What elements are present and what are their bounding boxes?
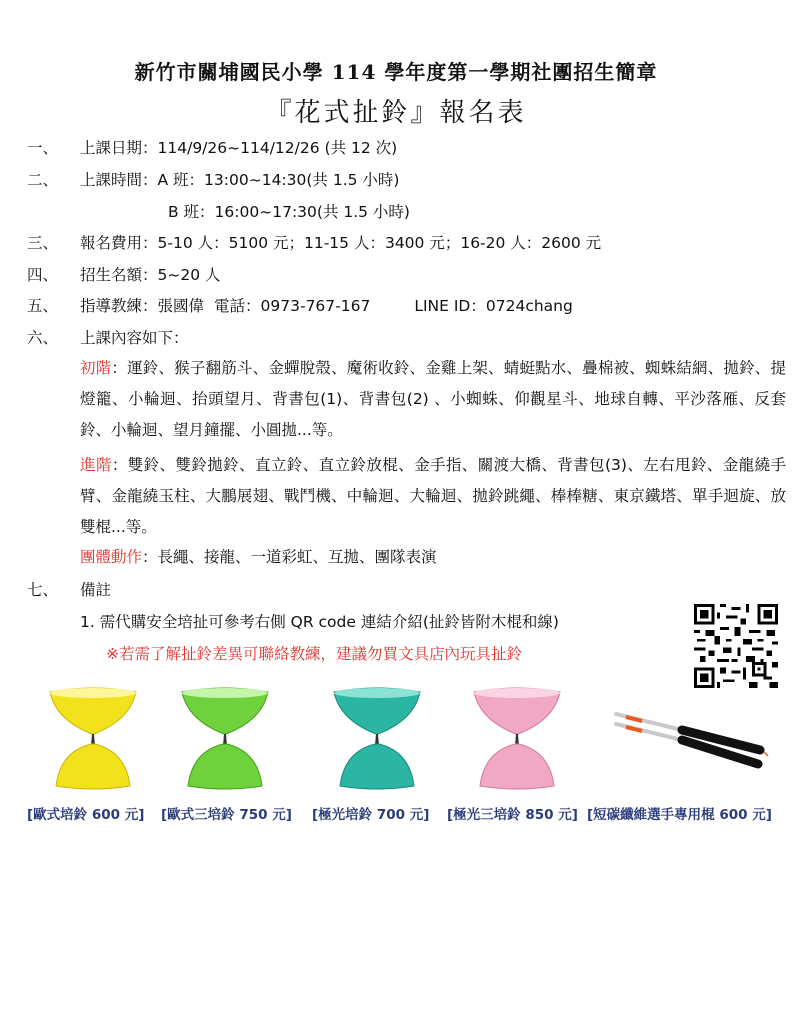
class-dates — [80, 138, 397, 158]
item-number-5: 五、 — [27, 297, 59, 315]
euro-bearing-diabolo-image — [38, 686, 148, 790]
advanced-level — [80, 450, 786, 543]
group-level — [80, 542, 786, 573]
coach-label: 指導教練： — [80, 297, 158, 315]
form-title: 『花式扯鈴』報名表 — [265, 98, 527, 128]
advanced-text: ：雙鈴、雙鈴拋鈴、直立鈴、直立鈴放棍、金手指、關渡大橋、背書包(3)、左右甩鈴、金龍繞手臂、金龍繞玉柱、大鵬展翅、戰鬥機、中輪迴、大輪迴、拋鈴跳繩、棒棒糖、東京鐵塔、單手迴旋、放雙棍...等。 — [80, 456, 786, 536]
course-content-label: 上課內容如下： — [80, 329, 189, 347]
product-caption-euro-triple: [歐式三培鈴 750 元] — [161, 807, 292, 823]
fees-label: 報名費用： — [80, 234, 158, 252]
beginner-label: 初階 — [80, 359, 112, 377]
item-number-3: 三、 — [27, 234, 59, 252]
group-label: 團體動作 — [80, 548, 143, 566]
item-number-7: 七、 — [27, 581, 59, 599]
product-caption-aurora-triple: [極光三培鈴 850 元] — [447, 807, 578, 823]
fees — [80, 233, 601, 253]
note-1: 1. 需代購安全培扯可參考右側 QR code 連結介紹(扯鈴皆附木棍和線) — [80, 613, 559, 631]
coach-info — [80, 296, 573, 316]
qr-code[interactable] — [694, 604, 778, 688]
product-caption-euro-bearing: [歐式培鈴 600 元] — [27, 807, 145, 823]
class-time-a: A 班：13:00~14:30(共 1.5 小時) — [157, 171, 400, 189]
class-dates-value: 114/9/26~114/12/26 (共 12 次) — [157, 139, 398, 157]
item-number-2: 二、 — [27, 171, 59, 189]
item-number-6: 六、 — [27, 329, 59, 347]
carbon-stick-image — [612, 700, 772, 780]
coach-line-id: LINE ID：0724chang — [414, 297, 573, 315]
enrollment-value: 5~20 人 — [157, 266, 221, 284]
group-text: ：長繩、接龍、一道彩虹、互拋、團隊表演 — [142, 548, 437, 566]
class-time-label: 上課時間： — [80, 171, 158, 189]
item-number-4: 四、 — [27, 266, 59, 284]
product-caption-aurora-bearing: [極光培鈴 700 元] — [312, 807, 430, 823]
enrollment-label: 招生名額： — [80, 266, 158, 284]
advanced-label: 進階 — [80, 456, 112, 474]
beginner-text: ：運鈴、猴子翻筋斗、金蟬脫殼、魔術收鈴、金雞上架、蜻蜓點水、疊棉被、蜘蛛結網、拋鈴、提燈籠、小輪迴、抬頭望月、背書包(1)、背書包(2) 、小蜘蛛、仰觀星斗、地球自轉、平沙落雁、反套鈴、小輪迴、望月鐘擺、小圓拋...等。 — [80, 359, 786, 439]
class-time-b: B 班：16:00~17:30(共 1.5 小時) — [168, 203, 410, 221]
coach-name: 張國偉 — [157, 297, 205, 315]
class-dates-label: 上課日期： — [80, 139, 158, 157]
coach-phone: 電話：0973-767-167 — [214, 297, 371, 315]
aurora-bearing-diabolo-image — [322, 686, 432, 790]
notes-label: 備註 — [80, 581, 112, 599]
fees-value: 5-10 人：5100 元；11-15 人：3400 元；16-20 人：2600 元 — [157, 234, 602, 252]
warning-note: ※若需了解扯鈴差異可聯絡教練，建議勿買文具店內玩具扯鈴 — [106, 645, 522, 663]
euro-triple-bearing-diabolo-image — [170, 686, 280, 790]
document-title: 新竹市關埔國民小學 114 學年度第一學期社團招生簡章 — [134, 60, 658, 84]
beginner-level — [80, 353, 786, 446]
product-caption-carbon-stick: [短碳纖維選手專用棍 600 元] — [587, 807, 772, 823]
class-time — [80, 170, 399, 190]
item-number-1: 一、 — [27, 139, 59, 157]
aurora-triple-bearing-diabolo-image — [462, 686, 572, 790]
enrollment — [80, 265, 221, 285]
